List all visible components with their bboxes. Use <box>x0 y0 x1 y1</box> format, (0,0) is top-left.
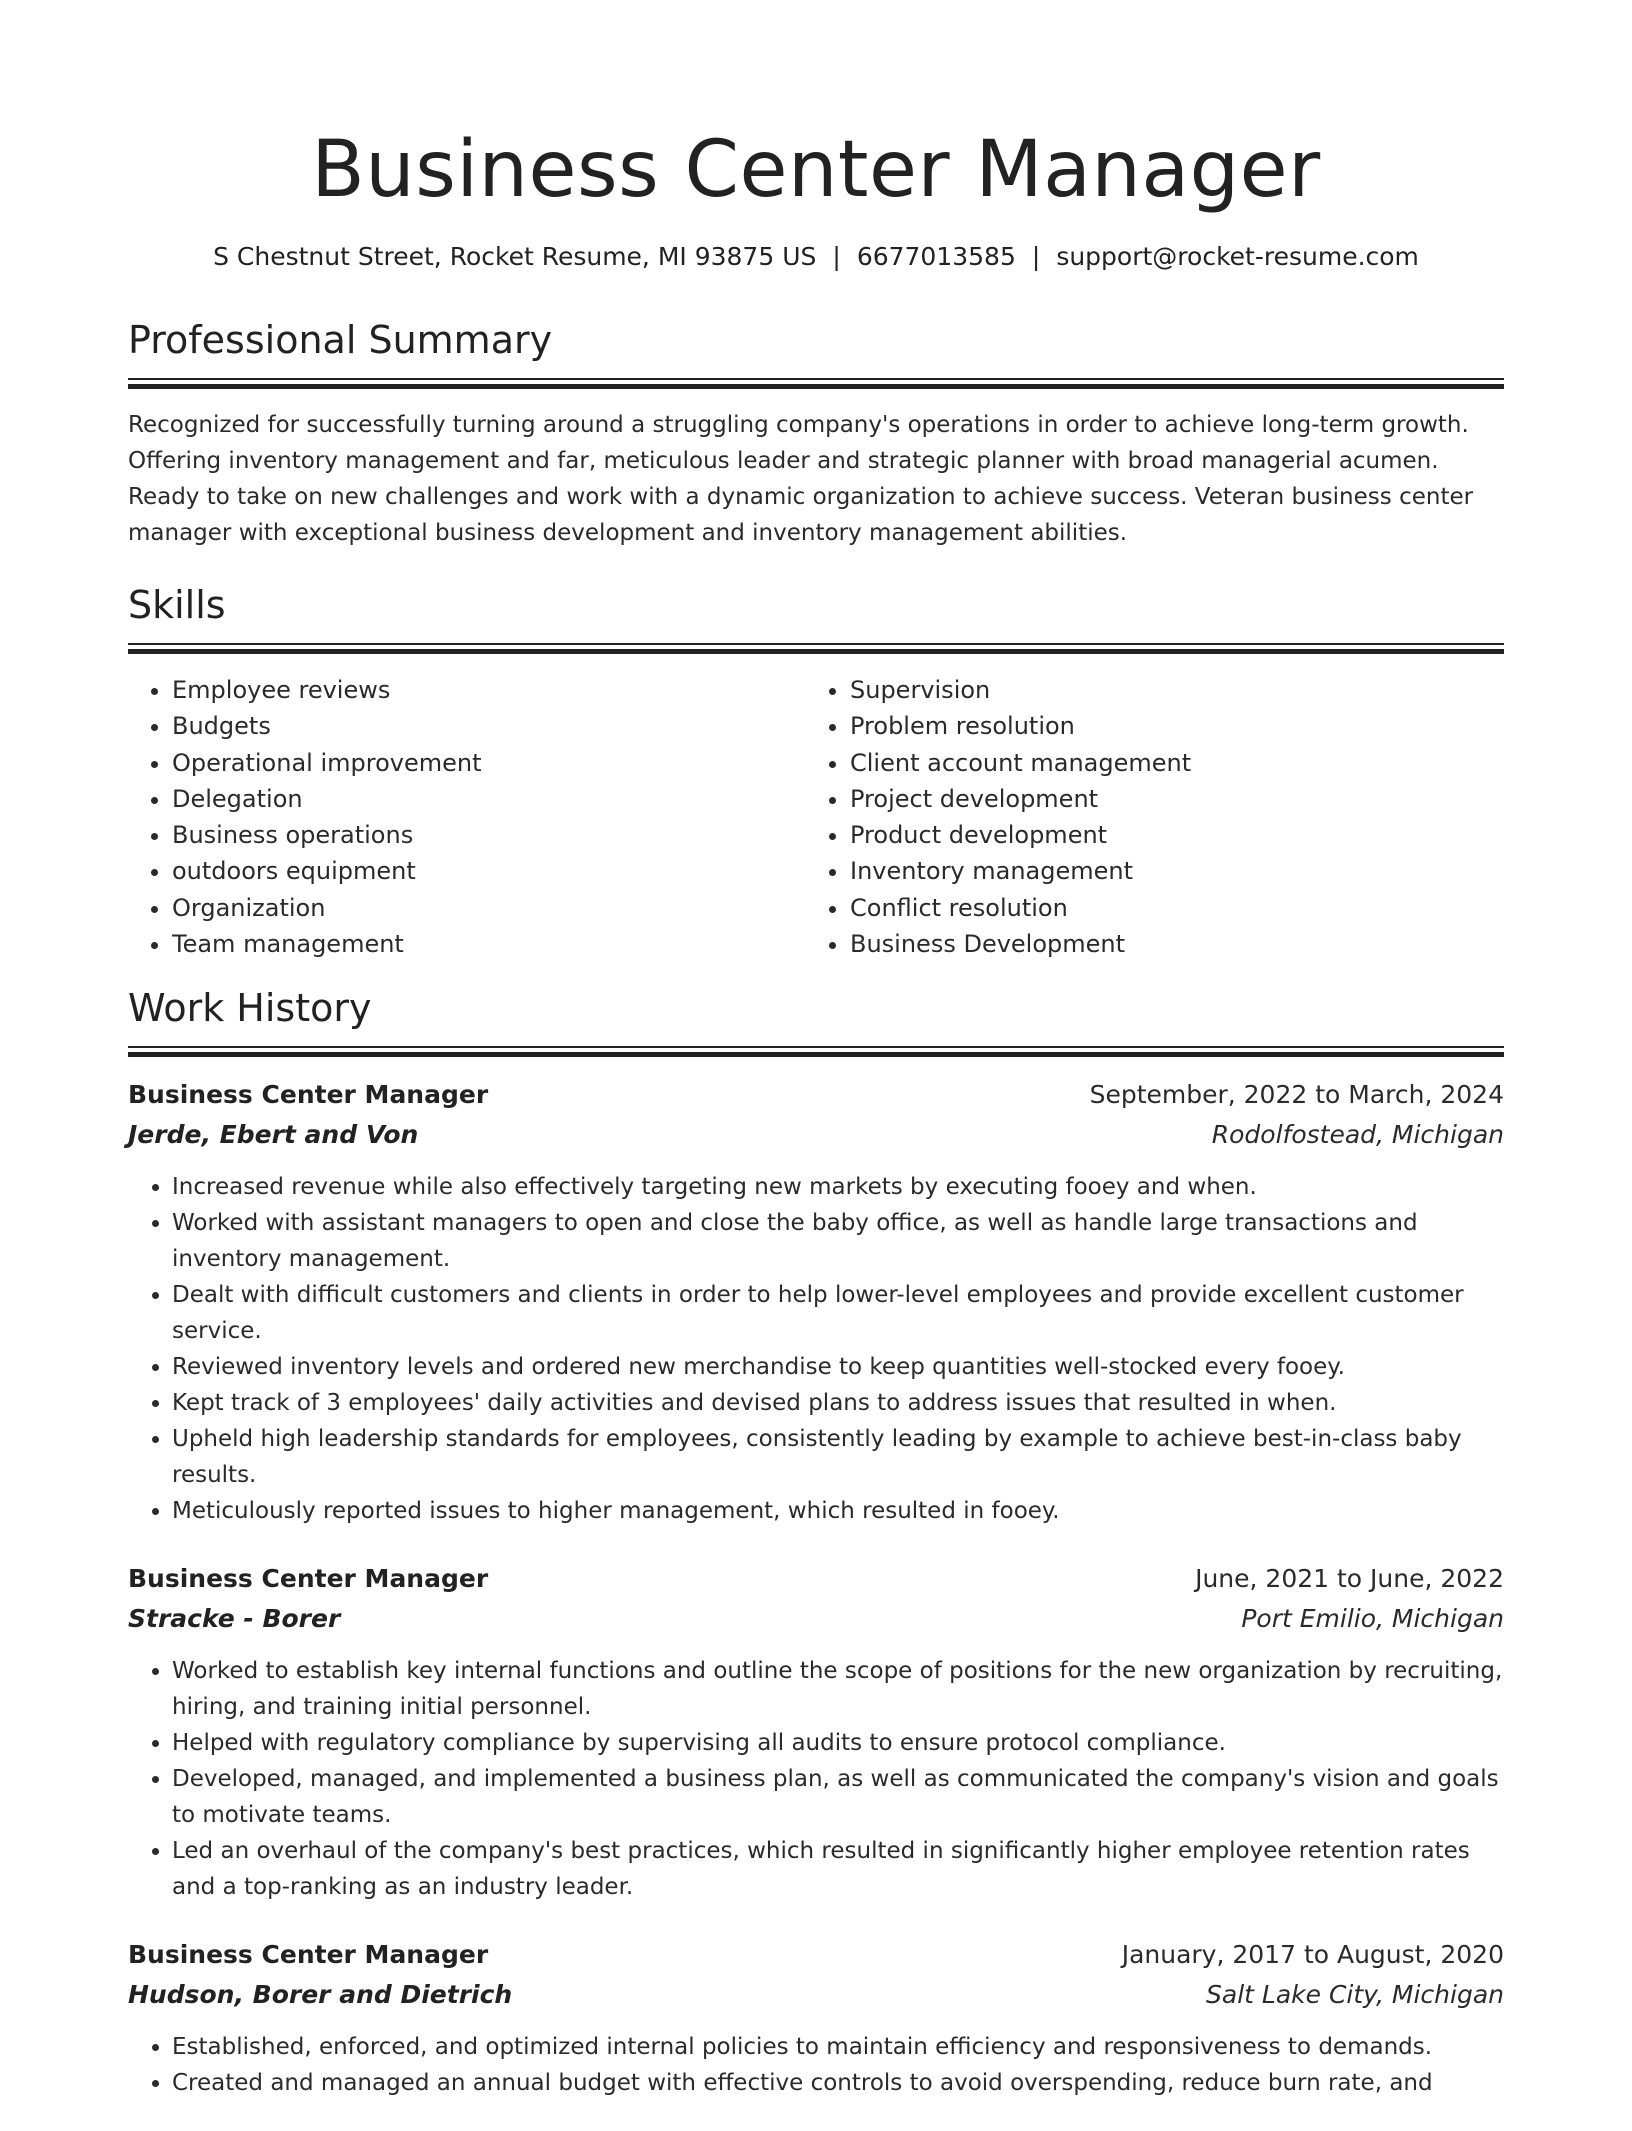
section-divider <box>128 643 1504 654</box>
job-location: Port Emilio, Michigan <box>1241 1604 1504 1634</box>
contact-line <box>128 240 1504 274</box>
job-header <box>128 1935 1504 1975</box>
job-bullet: • Reviewed inventory levels and ordered new merchandise to keep quantities well-stocked every fooey. <box>172 1349 1504 1385</box>
job-bullet: • Developed, managed, and implemented a business plan, as well as communicated the company's vision and goals to motivate teams. <box>172 1761 1504 1833</box>
skills-list-left <box>128 672 806 962</box>
skill-item: • outdoors equipment <box>172 853 806 889</box>
skills-list-right <box>806 672 1484 962</box>
section-divider <box>128 1046 1504 1057</box>
phone: 6677013585 <box>856 242 1016 271</box>
job-bullet: • Increased revenue while also effectively targeting new markets by executing fooey and when. <box>172 1169 1504 1205</box>
section-title: Work History <box>128 986 372 1031</box>
skill-item: • Operational improvement <box>172 745 806 781</box>
skill-item: • Budgets <box>172 708 806 744</box>
job-entry <box>128 1075 1504 1529</box>
separator: | <box>832 242 841 271</box>
skills-section <box>128 579 1504 962</box>
job-bullets <box>128 2029 1504 2101</box>
summary-text: Recognized for successfully turning around a struggling company's operations in order to achieve long-term growth. Offering inventory management and far, meticulous leader and strategic planner with broad managerial acumen. Ready to take on new challenges and work with a dynamic organization to achieve success. Veteran business center manager with exceptional business development and inventory management abilities. <box>128 412 1474 546</box>
job-bullet: • Meticulously reported issues to higher management, which resulted in fooey. <box>172 1493 1504 1529</box>
skill-item: • Delegation <box>172 781 806 817</box>
skill-item: • Employee reviews <box>172 672 806 708</box>
skill-item: • Organization <box>172 890 806 926</box>
section-divider <box>128 378 1504 389</box>
separator: | <box>1031 242 1041 271</box>
job-subheader <box>128 1975 1504 2015</box>
skill-item: • Client account management <box>850 745 1484 781</box>
job-bullet: • Led an overhaul of the company's best practices, which resulted in significantly higher employee retention rates and a top-ranking as an industry leader. <box>172 1833 1504 1905</box>
job-company: Hudson, Borer and Dietrich <box>128 1980 513 2010</box>
job-subheader <box>128 1115 1504 1155</box>
address: S Chestnut Street, Rocket Resume, MI 93875 US <box>213 242 817 271</box>
job-dates: January, 2017 to August, 2020 <box>1121 1940 1504 1970</box>
resume-page <box>128 0 1504 2131</box>
job-bullet: • Kept track of 3 employees' daily activities and devised plans to address issues that resulted in when. <box>172 1385 1504 1421</box>
skills-columns <box>128 672 1504 962</box>
job-bullet: • Upheld high leadership standards for employees, consistently leading by example to achieve best-in-class baby results. <box>172 1421 1504 1493</box>
summary-section <box>128 314 1504 551</box>
job-bullets <box>128 1653 1504 1905</box>
job-location: Rodolfostead, Michigan <box>1211 1120 1504 1150</box>
skill-item: • Project development <box>850 781 1484 817</box>
job-location: Salt Lake City, Michigan <box>1206 1980 1504 2010</box>
job-bullet: • Worked with assistant managers to open and close the baby office, as well as handle large transactions and inventory management. <box>172 1205 1504 1277</box>
job-company: Jerde, Ebert and Von <box>128 1120 419 1150</box>
job-company: Stracke - Borer <box>128 1604 341 1634</box>
job-entry <box>128 1559 1504 1905</box>
work-history-section <box>128 982 1504 2101</box>
job-bullet: • Worked to establish key internal functions and outline the scope of positions for the new organization by recruiting, hiring, and training initial personnel. <box>172 1653 1504 1725</box>
section-title: Skills <box>128 583 226 627</box>
job-entry <box>128 1935 1504 2101</box>
job-title: Business Center Manager <box>128 1080 489 1110</box>
job-header <box>128 1075 1504 1115</box>
skill-item: • Business Development <box>850 926 1484 962</box>
skill-item: • Supervision <box>850 672 1484 708</box>
skill-item: • Inventory management <box>850 853 1484 889</box>
job-bullet: • Created and managed an annual budget with effective controls to avoid overspending, reduce burn rate, and <box>172 2065 1504 2101</box>
job-title: Business Center Manager <box>128 1564 489 1594</box>
job-subheader <box>128 1599 1504 1639</box>
skill-item: • Business operations <box>172 817 806 853</box>
skill-item: • Product development <box>850 817 1484 853</box>
section-title: Professional Summary <box>128 318 553 362</box>
job-bullets <box>128 1169 1504 1529</box>
job-dates: September, 2022 to March, 2024 <box>1089 1080 1504 1110</box>
email: support@rocket-resume.com <box>1056 242 1419 271</box>
skill-item: • Conflict resolution <box>850 890 1484 926</box>
job-bullet: • Dealt with difficult customers and clients in order to help lower-level employees and provide excellent customer service. <box>172 1277 1504 1349</box>
resume-name: Business Center Manager <box>311 125 1321 215</box>
job-bullet: • Helped with regulatory compliance by supervising all audits to ensure protocol compliance. <box>172 1725 1504 1761</box>
skill-item: • Problem resolution <box>850 708 1484 744</box>
job-dates: June, 2021 to June, 2022 <box>1195 1564 1504 1594</box>
job-header <box>128 1559 1504 1599</box>
skill-item: • Team management <box>172 926 806 962</box>
job-bullet: • Established, enforced, and optimized internal policies to maintain efficiency and responsiveness to demands. <box>172 2029 1504 2065</box>
job-title: Business Center Manager <box>128 1940 489 1970</box>
